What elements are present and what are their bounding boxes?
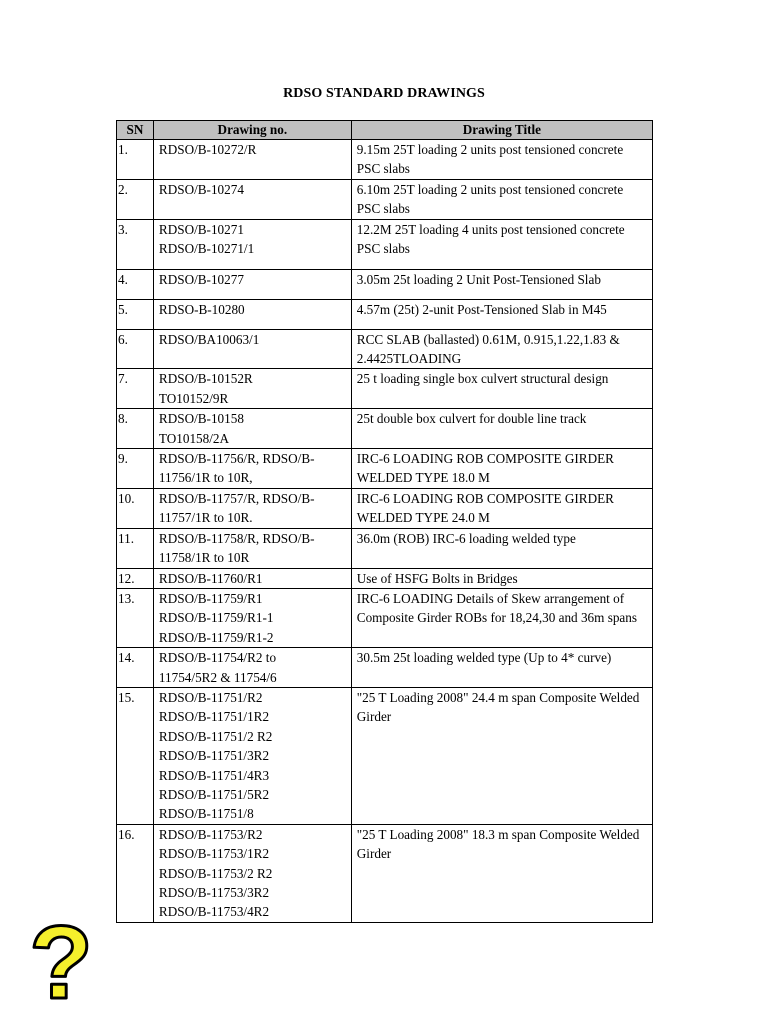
drawings-table	[116, 120, 653, 923]
table-row	[117, 219, 653, 269]
question-mark-glyph: ?	[29, 914, 93, 1006]
drawing-number: RDSO/B-10277	[158, 271, 244, 287]
header-sn: SN	[117, 121, 154, 140]
cell-drawing-no	[153, 687, 351, 824]
cell-drawing-title	[351, 299, 652, 329]
table-row	[117, 299, 653, 329]
table-row	[117, 687, 653, 824]
cell-drawing-title	[351, 449, 652, 489]
table-row	[117, 449, 653, 489]
drawing-title-text: 9.15m 25T loading 2 units post tensioned concrete PSC slabs	[356, 142, 624, 177]
cell-drawing-title	[351, 568, 652, 588]
table-header-row	[117, 121, 653, 140]
drawing-number: RDSO/B-11756/R, RDSO/B-	[158, 451, 315, 467]
drawing-number: TO10152/9R	[158, 390, 229, 406]
question-mark-icon	[28, 914, 94, 1006]
cell-drawing-title	[351, 687, 652, 824]
drawing-number: RDSO/B-11751/8	[158, 806, 254, 822]
drawing-number: 11754/5R2 & 11754/6	[158, 669, 277, 685]
cell-drawing-no	[153, 329, 351, 369]
drawing-number: RDSO/B-10271/1	[158, 241, 255, 257]
drawing-title-text: Use of HSFG Bolts in Bridges	[356, 570, 518, 586]
table-row	[117, 369, 653, 409]
table-row	[117, 824, 653, 922]
drawing-title-text: IRC-6 LOADING ROB COMPOSITE GIRDER WELDED TYPE 24.0 M	[356, 490, 614, 526]
cell-sn: 2.	[117, 179, 154, 219]
drawing-title-text: RCC SLAB (ballasted) 0.61M, 0.915,1.22,1.83 & 2.4425TLOADING	[356, 331, 620, 367]
table-row	[117, 269, 653, 299]
cell-sn: 6.	[117, 329, 154, 369]
drawing-number: RDSO/B-11751/2 R2	[158, 728, 273, 744]
drawing-title-text: "25 T Loading 2008" 18.3 m span Composite Welded Girder	[356, 826, 640, 862]
drawing-number: RDSO-B-10280	[158, 301, 245, 317]
cell-sn: 11.	[117, 528, 154, 568]
cell-drawing-title	[351, 269, 652, 299]
drawing-number: RDSO/B-11751/R2	[158, 689, 263, 705]
cell-drawing-no	[153, 219, 351, 269]
drawing-number: TO10158/2A	[158, 430, 230, 446]
cell-drawing-title	[351, 329, 652, 369]
drawing-number: RDSO/B-11751/1R2	[158, 709, 270, 725]
drawing-number: RDSO/B-11757/R, RDSO/B-	[158, 490, 315, 506]
table-row	[117, 648, 653, 688]
table-row	[117, 588, 653, 647]
cell-drawing-title	[351, 528, 652, 568]
drawing-number: RDSO/B-11759/R1-1	[158, 610, 274, 626]
drawing-title-text: "25 T Loading 2008" 24.4 m span Composite Welded Girder	[356, 689, 640, 725]
cell-sn: 12.	[117, 568, 154, 588]
table-row	[117, 488, 653, 528]
drawing-number: RDSO/B-11758/R, RDSO/B-	[158, 530, 315, 546]
document-title: RDSO STANDARD DRAWINGS	[283, 86, 485, 101]
cell-sn: 16.	[117, 824, 154, 922]
drawing-number: 11757/1R to 10R.	[158, 510, 253, 526]
cell-sn: 10.	[117, 488, 154, 528]
table-row	[117, 528, 653, 568]
drawing-number: RDSO/B-11759/R1-2	[158, 629, 274, 645]
drawing-number: RDSO/B-10152R	[158, 371, 253, 387]
cell-sn: 4.	[117, 269, 154, 299]
cell-drawing-no	[153, 528, 351, 568]
cell-drawing-title	[351, 648, 652, 688]
table-row	[117, 568, 653, 588]
drawing-title-text: 12.2M 25T loading 4 units post tensioned concrete PSC slabs	[356, 221, 625, 257]
cell-drawing-no	[153, 488, 351, 528]
drawing-number: RDSO/B-11751/3R2	[158, 748, 270, 764]
drawing-number: RDSO/B-11754/R2 to	[158, 650, 277, 666]
table-row	[117, 179, 653, 219]
drawing-number: RDSO/B-10158	[158, 411, 244, 427]
table-row	[117, 140, 653, 180]
cell-drawing-title	[351, 179, 652, 219]
cell-drawing-no	[153, 269, 351, 299]
cell-drawing-title	[351, 824, 652, 922]
table-row	[117, 409, 653, 449]
cell-sn: 15.	[117, 687, 154, 824]
cell-drawing-title	[351, 369, 652, 409]
cell-drawing-title	[351, 588, 652, 647]
drawing-title-text: 6.10m 25T loading 2 units post tensioned concrete PSC slabs	[356, 181, 624, 217]
drawing-number: RDSO/B-11753/3R2	[158, 885, 270, 900]
table-body	[117, 140, 653, 923]
cell-drawing-no	[153, 140, 351, 180]
drawing-number: RDSO/B-11751/4R3	[158, 767, 270, 783]
drawing-number: RDSO/B-10274	[158, 181, 244, 197]
cell-drawing-no	[153, 824, 351, 922]
drawing-number: RDSO/B-11753/4R2	[158, 904, 270, 920]
cell-sn: 9.	[117, 449, 154, 489]
drawing-number: RDSO/B-11759/R1	[158, 590, 263, 606]
cell-drawing-title	[351, 140, 652, 180]
table-row	[117, 329, 653, 369]
cell-sn: 13.	[117, 588, 154, 647]
drawing-number: 11756/1R to 10R,	[158, 470, 253, 486]
header-drawing-title: Drawing Title	[351, 121, 652, 140]
drawing-title-text: 30.5m 25t loading welded type (Up to 4* curve)	[356, 650, 612, 666]
drawing-number: RDSO/B-11753/2 R2	[158, 865, 273, 881]
cell-drawing-no	[153, 369, 351, 409]
drawing-title-text: 3.05m 25t loading 2 Unit Post-Tensioned Slab	[356, 271, 601, 287]
cell-sn: 1.	[117, 140, 154, 180]
header-drawing-no: Drawing no.	[153, 121, 351, 140]
drawing-title-text: 25t double box culvert for double line track	[356, 411, 587, 427]
cell-sn: 5.	[117, 299, 154, 329]
cell-drawing-title	[351, 488, 652, 528]
drawing-title-text: IRC-6 LOADING ROB COMPOSITE GIRDER WELDED TYPE 18.0 M	[356, 451, 614, 486]
drawing-title-text: 25 t loading single box culvert structural design	[356, 371, 609, 387]
cell-drawing-no	[153, 179, 351, 219]
cell-drawing-no	[153, 648, 351, 688]
cell-drawing-no	[153, 568, 351, 588]
drawing-number: 11758/1R to 10R	[158, 550, 250, 566]
drawing-number: RDSO/B-10272/R	[158, 142, 257, 157]
cell-drawing-title	[351, 409, 652, 449]
cell-drawing-no	[153, 409, 351, 449]
drawing-number: RDSO/B-11753/1R2	[158, 846, 270, 862]
drawing-number: RDSO/BA10063/1	[158, 331, 260, 347]
cell-drawing-title	[351, 219, 652, 269]
drawing-title-text: 4.57m (25t) 2-unit Post-Tensioned Slab in M45	[356, 301, 607, 317]
cell-sn: 8.	[117, 409, 154, 449]
drawing-number: RDSO/B-11753/R2	[158, 826, 263, 842]
drawing-number: RDSO/B-11751/5R2	[158, 786, 270, 802]
cell-sn: 7.	[117, 369, 154, 409]
drawing-title-text: 36.0m (ROB) IRC-6 loading welded type	[356, 530, 576, 546]
cell-sn: 14.	[117, 648, 154, 688]
drawing-number: RDSO/B-10271	[158, 221, 244, 237]
cell-drawing-no	[153, 449, 351, 489]
cell-drawing-no	[153, 299, 351, 329]
drawing-title-text: IRC-6 LOADING Details of Skew arrangement of Composite Girder ROBs for 18,24,30 and 36m spans	[356, 590, 637, 626]
drawing-number: RDSO/B-11760/R1	[158, 570, 263, 586]
cell-drawing-no	[153, 588, 351, 647]
cell-sn: 3.	[117, 219, 154, 269]
